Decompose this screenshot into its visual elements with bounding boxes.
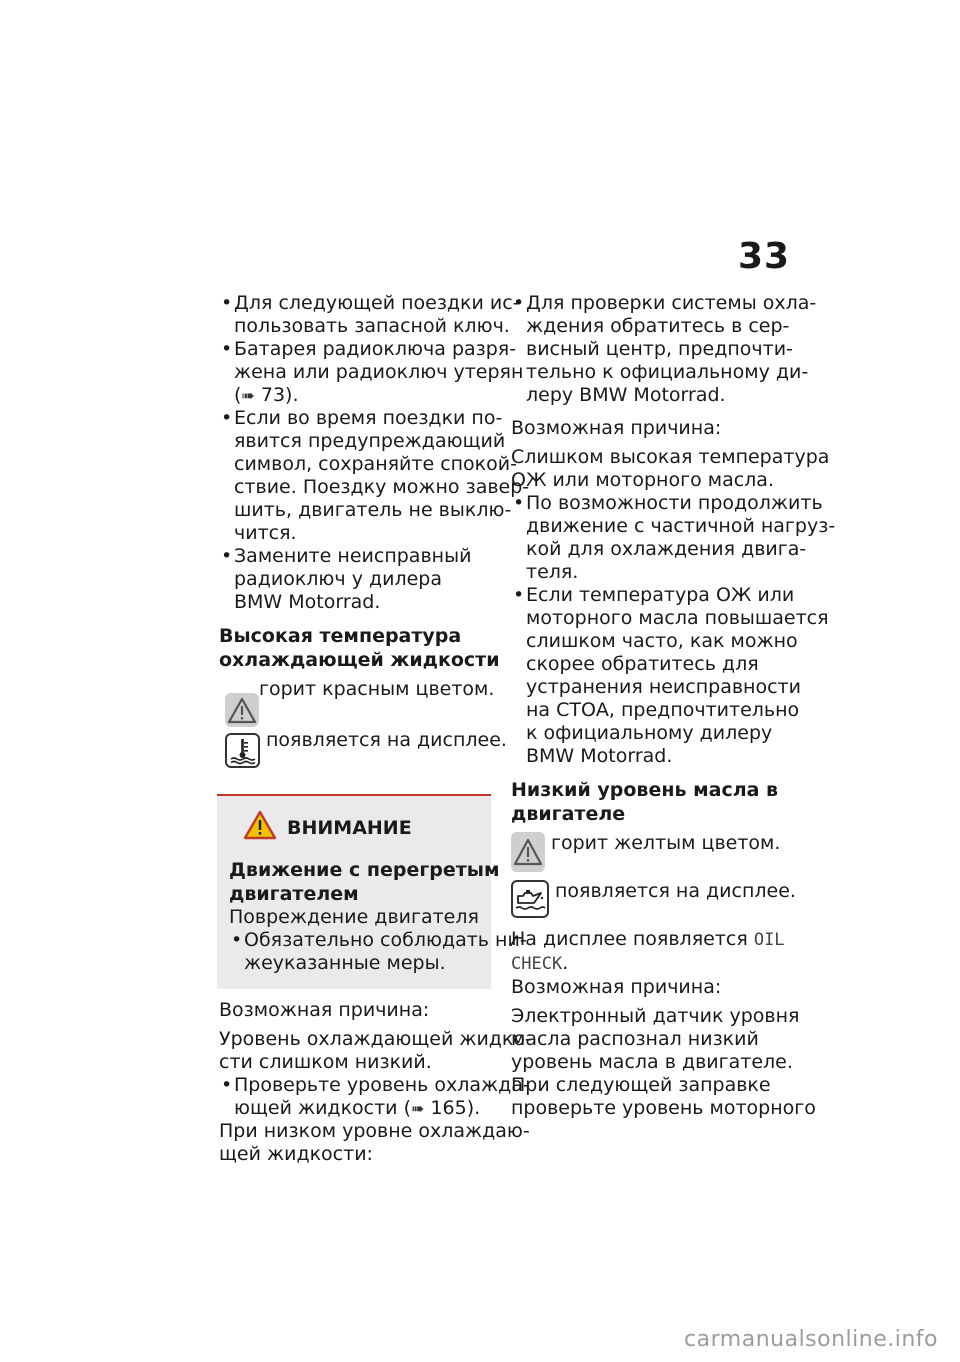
reference-arrow-icon: ➠ [241,386,255,405]
list-item: • Если температура ОЖ или моторного масла повышается слишком часто, как можно скорее обратитесь для устранения неисправности на СТОА, предпочтительно к официальному дилеру BMW Motorrad. [511,584,783,768]
reference-arrow-icon: ➠ [410,1099,425,1118]
paragraph: При низком уровне охлаждаю- щей жидкости: [219,1120,530,1165]
warning-triangle-icon [243,810,277,846]
display-message: На дисплее появляется OIL CHECK. [511,928,785,974]
oil-can-icon [511,880,549,918]
warning-heading: Движение с перегретым двигателем [229,859,500,905]
warning-triangle-icon [511,832,545,872]
indicator-row: горит красным цветом. [259,678,495,700]
list-item: • Замените неисправный радиоключ у дилера BMW Motorrad. [219,545,491,614]
warning-text: Повреждение двигателя [229,906,479,928]
list-item: • Батарея радиоключа разря- жена или радиоключ утерян (➠ 73). [219,338,491,407]
right-column [511,292,836,1120]
left-column [219,292,532,1166]
section-heading: Низкий уровень масла в двигателе [511,779,779,825]
list-item: • Если во время поездки по- явится предупреждающий символ, сохраняйте спокой- ствие. Поездку можно завер- шить, двигатель не выклю- чится. [219,407,491,545]
cause-text: Слишком высокая температура ОЖ или моторного масла. [511,446,830,491]
warning-title: ВНИМАНИЕ [287,816,412,839]
display-code: OIL [753,930,785,950]
indicator-row: появляется на дисплее. [511,880,783,918]
list-item: • Для следующей поездки ис- пользовать запасной ключ. [219,292,491,338]
cause-text: Электронный датчик уровня масла распознал низкий уровень масла в двигателе. При следующей заправке проверьте уровень моторного [511,1005,816,1119]
page-number: 33 [738,236,791,277]
indicator-row: появляется на дисплее. [219,733,491,768]
display-code: CHECK [511,954,563,974]
list-item: • Обязательно соблюдать ни- жеуказанные меры. [229,929,481,975]
cause-label: Возможная причина: [511,417,722,439]
cause-label: Возможная причина: [219,999,430,1021]
list-item: • Проверьте уровень охлажда- ющей жидкости (➠ 165). [219,1074,491,1120]
watermark: carmanualsonline.info [684,1327,938,1352]
section-heading: Высокая температура охлаждающей жидкости [219,625,500,671]
page-reference-link[interactable]: 165). [430,1097,481,1119]
indicator-row: горит желтым цветом. [511,832,783,872]
warning-box [217,794,527,989]
cause-text: Уровень охлаждающей жидко- сти слишком низкий. [219,1028,532,1073]
warning-triangle-icon [225,693,259,727]
coolant-temperature-icon [225,733,260,768]
list-item: • По возможности продолжить движение с частичной нагруз- кой для охлаждения двига- теля. [511,492,783,584]
cause-label: Возможная причина: [511,976,722,998]
list-item: • Для проверки системы охла- ждения обратитесь в сер- висный центр, предпочти- тельно к официальному ди- леру BMW Motorrad. [511,292,783,407]
page-reference-link[interactable]: 73). [260,384,299,406]
